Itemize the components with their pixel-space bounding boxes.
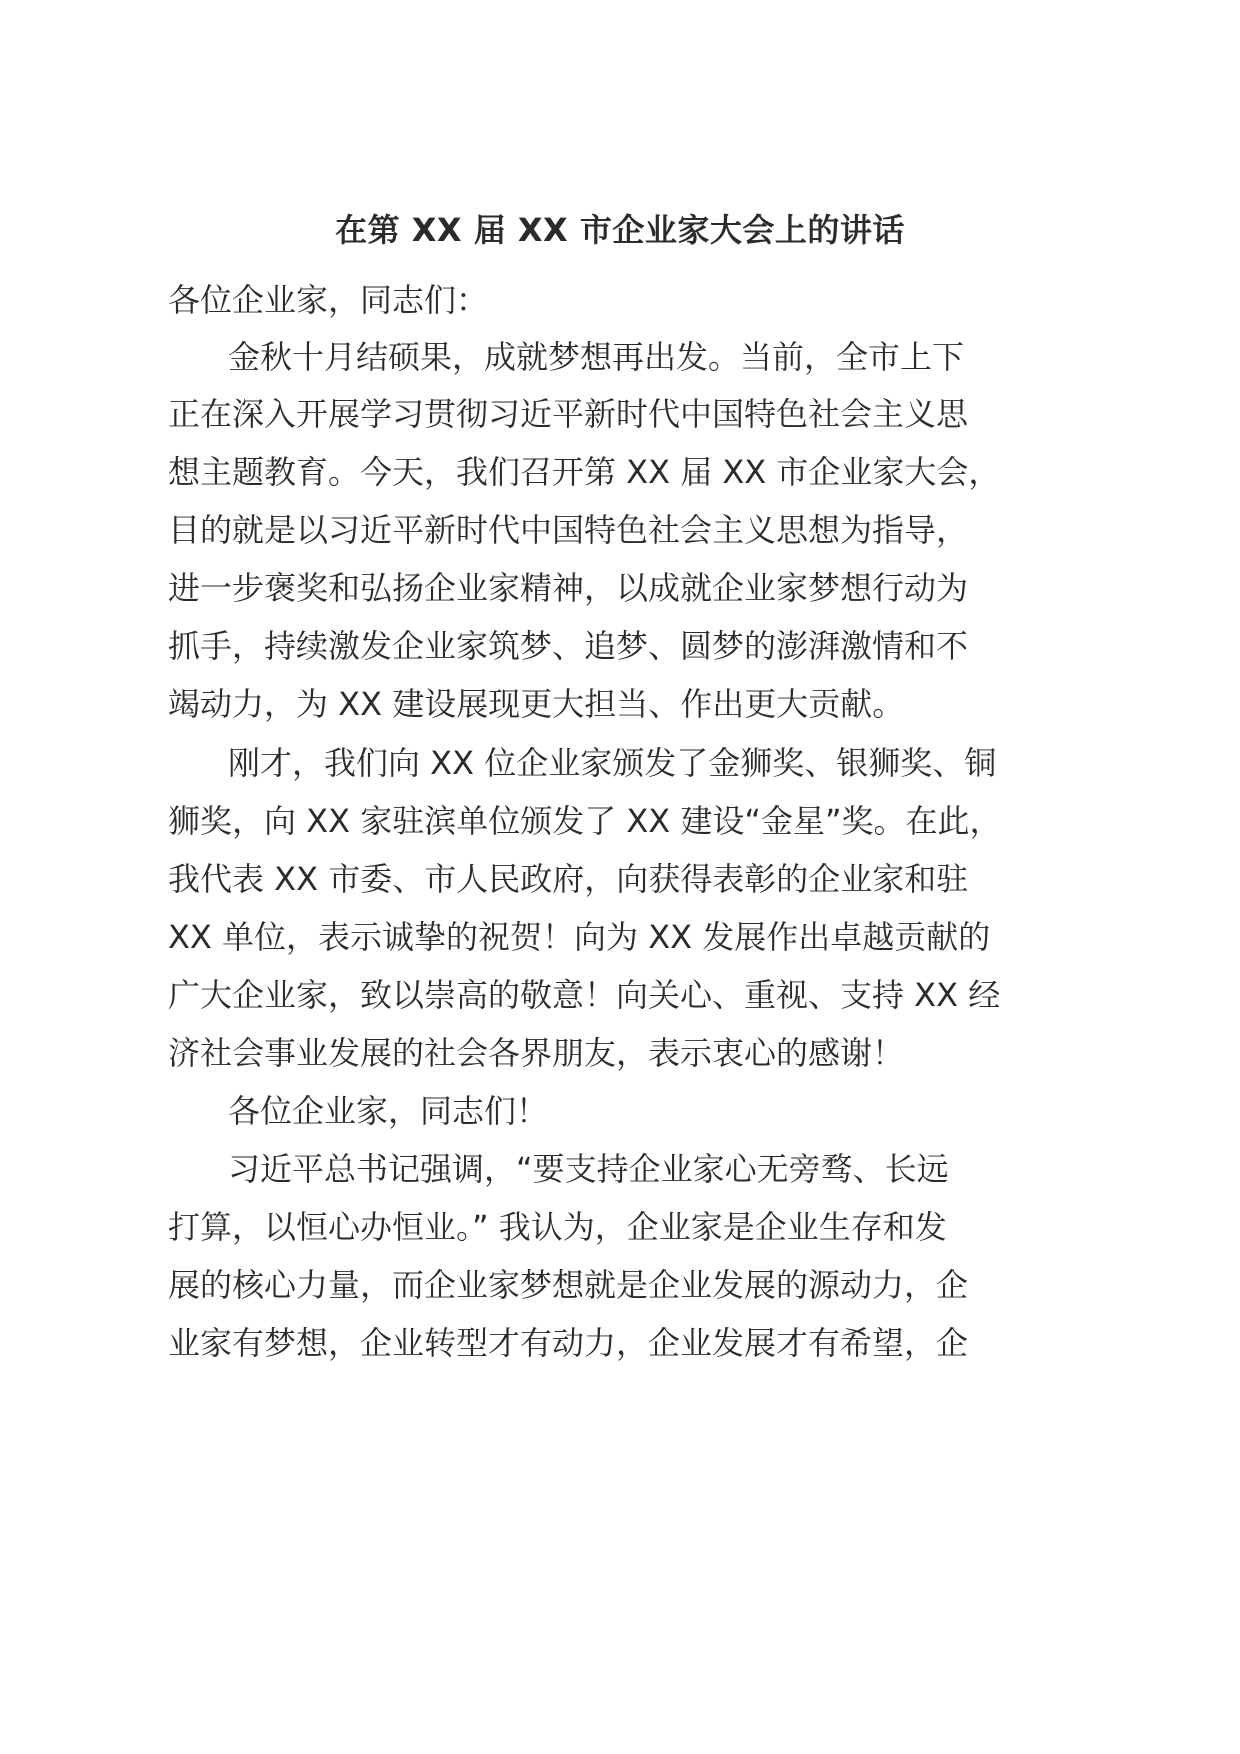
paragraph-3-line-4: 业家有梦想，企业转型才有动力，企业发展才有希望，企 — [168, 1324, 969, 1362]
paragraph-2-line-5: 广大企业家，致以崇高的敬意！向关心、重视、支持 XX 经 — [168, 976, 1001, 1014]
paragraph-3-line-3: 展的核心力量，而企业家梦想就是企业发展的源动力，企 — [168, 1266, 969, 1304]
paragraph-2-line-6: 济社会事业发展的社会各界朋友，表示衷心的感谢！ — [168, 1034, 905, 1072]
salutation-line: 各位企业家，同志们： — [168, 281, 489, 319]
paragraph-1-line-5: 进一步褒奖和弘扬企业家精神，以成就企业家梦想行动为 — [168, 569, 969, 607]
salutation-line-2: 各位企业家，同志们！ — [228, 1092, 549, 1130]
paragraph-1-line-7: 竭动力，为 XX 建设展现更大担当、作出更大贡献。 — [168, 685, 905, 723]
paragraph-2-line-1: 刚才，我们向 XX 位企业家颁发了金狮奖、银狮奖、铜 — [228, 744, 997, 782]
paragraph-3-line-2: 打算，以恒心办恒业。” 我认为，企业家是企业生存和发 — [168, 1208, 947, 1246]
paragraph-1-line-4: 目的就是以习近平新时代中国特色社会主义思想为指导， — [168, 511, 969, 549]
paragraph-1-line-3: 想主题教育。今天，我们召开第 XX 届 XX 市企业家大会， — [168, 453, 1001, 491]
paragraph-1-line-2: 正在深入开展学习贯彻习近平新时代中国特色社会主义思 — [168, 395, 969, 433]
paragraph-2-line-3: 我代表 XX 市委、市人民政府，向获得表彰的企业家和驻 — [168, 860, 969, 898]
paragraph-2-line-2: 狮奖，向 XX 家驻滨单位颁发了 XX 建设“金星”奖。在此， — [168, 802, 1002, 840]
paragraph-2-line-4: XX 单位，表示诚挚的祝贺！向为 XX 发展作出卓越贡献的 — [168, 918, 991, 956]
paragraph-3-line-1: 习近平总书记强调，“要支持企业家心无旁骛、长远 — [228, 1150, 949, 1188]
paragraph-1-line-6: 抓手，持续激发企业家筑梦、追梦、圆梦的澎湃激情和不 — [168, 627, 969, 665]
paragraph-1-line-1: 金秋十月结硕果，成就梦想再出发。当前，全市上下 — [228, 338, 965, 376]
document-title: 在第 XX 届 XX 市企业家大会上的讲话 — [335, 211, 905, 249]
